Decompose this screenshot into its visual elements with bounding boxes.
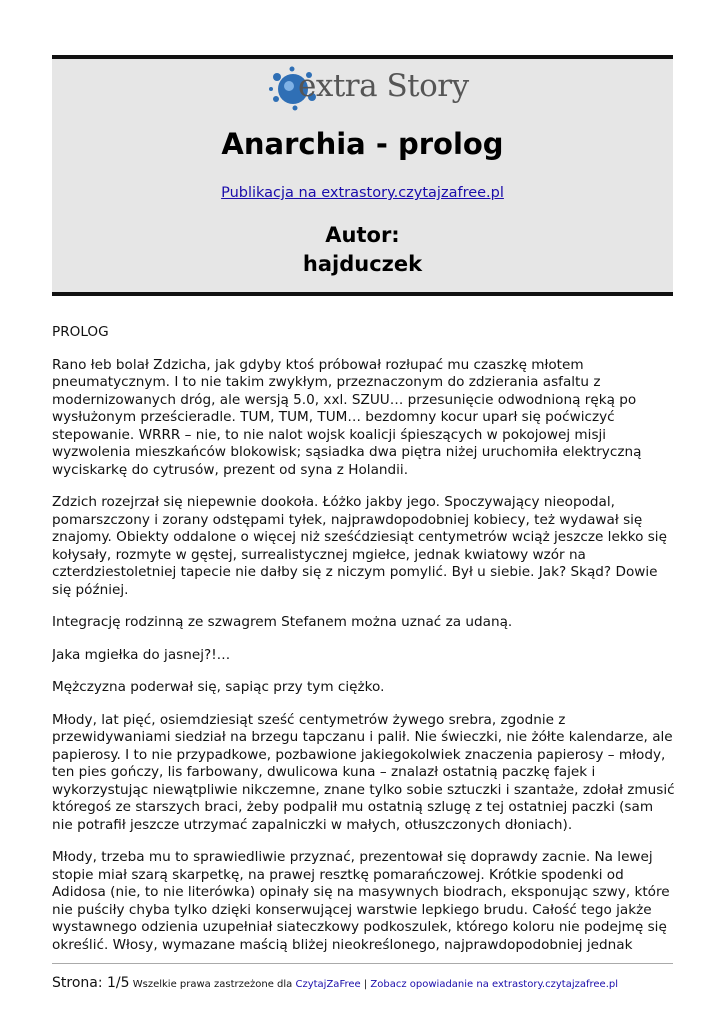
author-label: Autor: <box>325 223 400 247</box>
read-story-link[interactable]: Zobacz opowiadanie na extrastory.czytajzafree.pl <box>370 979 619 990</box>
paragraph: Młody, lat pięć, osiemdziesiąt sześć centymetrów żywego srebra, zgodnie z przewidywaniami siedział na brzegu tapczanu i palił. Nie świeczki, nie żółte kalendarze, ale papierosy. I to nie przypadkowe, pozbawione jakiegokolwiek znaczenia papierosy – młody, ten pies gończy, lis farbowany, dwulicowa kuna – znalazł ostatnią paczkę fajek i wykorzystując niewątpliwie nikczemne, znane tylko sobie sztuczki i szantaże, zdołał zmusić któregoś ze starszych braci, żeby podpalił mu ostatnią szlugę z tej ostatniej paczki (sam nie potrafił jeszcze utrzymać zapalniczki w małych, otłuszczonych dłoniach). <box>52 711 675 833</box>
footer-divider <box>52 963 673 964</box>
paragraph: Młody, trzeba mu to sprawiedliwie przyznać, prezentował się doprawdy zacnie. Na lewej stopie miał szarą skarpetkę, na prawej resztkę pomarańczowej. Krótkie spodenki od Adidosa (nie, to nie literówka) opinały się na masywnych biodrach, eksponując szwy, które nie puściły chyba tylko dzięki konserwującej warstwie lepkiego brudu. Całość tego jakże wystawnego odzienia uzupełniał siateczkowy podkoszulek, którego koloru nie podejmę się określić. Włosy, wymazane maścią bliżej nieokreślonego, najprawdopodobniej jednak <box>52 849 670 953</box>
story-body <box>52 324 676 960</box>
paragraph: Jaka mgiełka do jasnej?!… <box>52 646 231 663</box>
logo-text: extra Story <box>298 68 469 104</box>
extra-story-logo <box>268 63 469 113</box>
footer-separator: | <box>363 979 368 990</box>
document-title: Anarchia - prolog <box>221 127 504 161</box>
paragraph: PROLOG <box>52 324 109 340</box>
paragraph: Mężczyzna poderwał się, sapiąc przy tym ciężko. <box>52 679 385 695</box>
czytajzafree-link[interactable]: CzytajZaFree <box>295 979 361 990</box>
publication-link[interactable]: Publikacja na extrastory.czytajzafree.pl <box>221 185 504 201</box>
paragraph: Rano łeb bolał Zdzicha, jak gdyby ktoś próbował rozłupać mu czaszkę młotem pneumatycznym. I to nie takim zwykłym, przeznaczonym do zdzierania asfaltu z modernizowanych dróg, ale wersją 5.0, xxl. SZUU… przesunięcie odwodnioną ręką po wysłużonym prześcieradle. TUM, TUM, TUM… bezdomny kocur uparł się poćwiczyć stepowanie. WRRR – nie, to nie nalot wojsk koalicji śpieszących w pokojowej misji wyzwolenia mieszkańców blokowisk; sąsiadka dwa piętra niżej uruchomiła elektryczną wyciskarkę do cytrusów, prezent od syna z Holandii. <box>52 356 642 478</box>
paragraph: Integrację rodzinną ze szwagrem Stefanem można uznać za udaną. <box>52 614 513 630</box>
paragraph: Zdzich rozejrzał się niepewnie dookoła. Łóżko jakby jego. Spoczywający nieopodal, pomarszczony i zorany odstępami tyłek, najprawdopodobniej kobiecy, też wydawał się znajomy. Obiekty oddalone o więcej niż sześćdziesiąt centymetrów wciąż jeszcze lekko się kołysały, rozmyte w gęstej, surrealistycznej mgiełce, jednak kwiatowy wzór na czterdziestoletniej tapecie nie dałby się z niczym pomylić. Był u siebie. Jak? Skąd? Dowie się później. <box>52 494 667 598</box>
document-header <box>52 55 673 296</box>
author-name: hajduczek <box>302 252 423 276</box>
page-number: Strona: 1/5 <box>52 975 130 991</box>
page-footer <box>52 975 618 991</box>
rights-text: Wszelkie prawa zastrzeżone dla <box>132 979 293 990</box>
